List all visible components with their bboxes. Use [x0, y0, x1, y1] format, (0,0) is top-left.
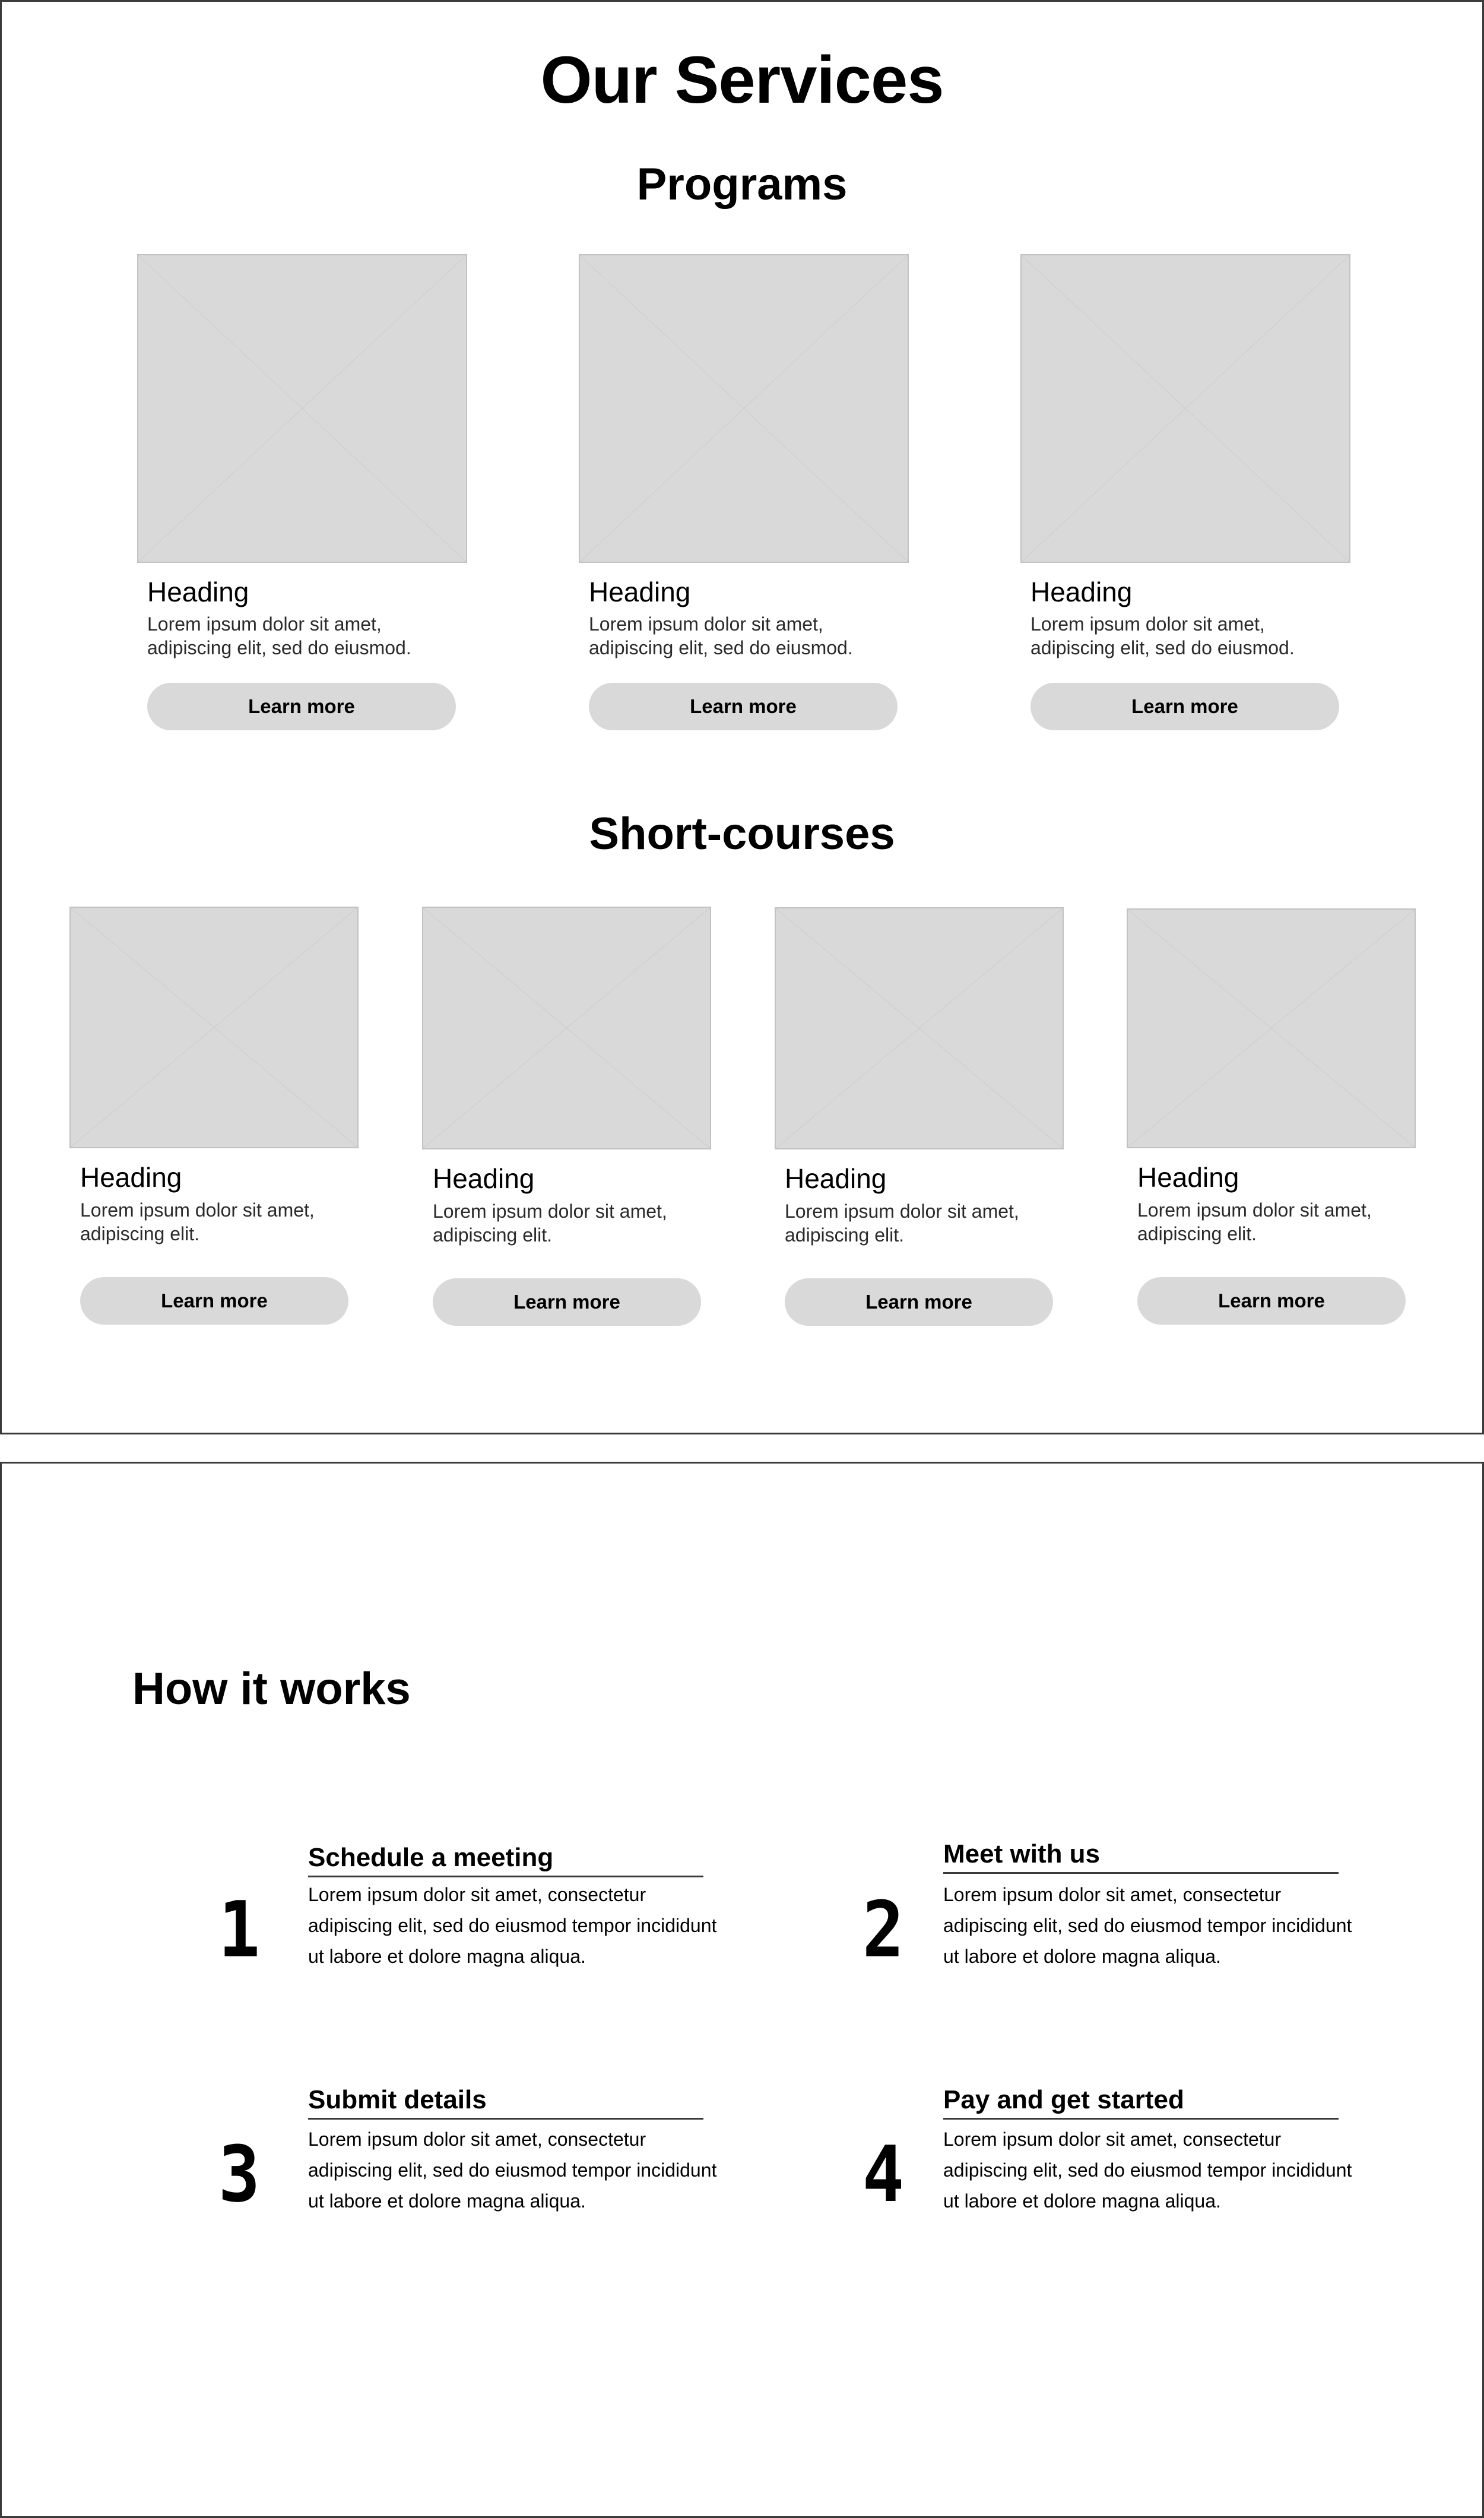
card-heading: Heading — [1137, 1162, 1239, 1193]
learn-more-button[interactable]: Learn more — [80, 1277, 348, 1325]
image-placeholder-icon — [1127, 908, 1416, 1148]
image-placeholder-icon — [422, 907, 711, 1149]
card-description: Lorem ipsum dolor sit amet, adipiscing elit, sed do eiusmod. — [147, 613, 411, 658]
step-title: Schedule a meeting — [308, 1841, 703, 1877]
learn-more-button[interactable]: Learn more — [1030, 683, 1339, 730]
step-description: Lorem ipsum dolor sit amet, consectetur adipiscing elit, sed do eiusmod tempor incididunt ut labore et dolore magna aliqua. — [308, 1884, 717, 1967]
card-heading: Heading — [433, 1163, 535, 1194]
step-number: 2 — [862, 1884, 905, 1975]
learn-more-button[interactable]: Learn more — [433, 1278, 701, 1326]
card-description: Lorem ipsum dolor sit amet, adipiscing elit. — [80, 1199, 315, 1244]
image-placeholder-icon — [775, 907, 1064, 1149]
how-it-works-title: How it works — [132, 1664, 411, 1714]
learn-more-button[interactable]: Learn more — [785, 1278, 1053, 1326]
card-heading: Heading — [80, 1162, 182, 1193]
step-description: Lorem ipsum dolor sit amet, consectetur adipiscing elit, sed do eiusmod tempor incididunt ut labore et dolore magna aliqua. — [308, 2129, 717, 2212]
image-placeholder-icon — [137, 254, 467, 563]
card-description: Lorem ipsum dolor sit amet, adipiscing elit, sed do eiusmod. — [589, 613, 853, 658]
learn-more-button[interactable]: Learn more — [589, 683, 898, 730]
how-it-works-section — [0, 1462, 1484, 2518]
image-placeholder-icon — [1020, 254, 1350, 563]
learn-more-button[interactable]: Learn more — [147, 683, 456, 730]
card-description: Lorem ipsum dolor sit amet, adipiscing elit. — [1137, 1199, 1372, 1244]
step-title: Meet with us — [943, 1838, 1339, 1874]
learn-more-button[interactable]: Learn more — [1137, 1277, 1406, 1325]
step-number: 1 — [218, 1884, 261, 1975]
step-title: Pay and get started — [943, 2083, 1339, 2120]
step-number: 3 — [218, 2129, 261, 2219]
card-heading: Heading — [147, 577, 249, 607]
card-description: Lorem ipsum dolor sit amet, adipiscing elit. — [785, 1201, 1019, 1246]
step-title: Submit details — [308, 2083, 703, 2120]
step-description: Lorem ipsum dolor sit amet, consectetur adipiscing elit, sed do eiusmod tempor incididunt ut labore et dolore magna aliqua. — [943, 2129, 1352, 2212]
image-placeholder-icon — [69, 907, 359, 1148]
card-heading: Heading — [589, 577, 691, 607]
card-heading: Heading — [1030, 577, 1133, 607]
page-title: Our Services — [540, 43, 944, 117]
card-description: Lorem ipsum dolor sit amet, adipiscing elit, sed do eiusmod. — [1030, 613, 1295, 658]
card-description: Lorem ipsum dolor sit amet, adipiscing elit. — [433, 1201, 667, 1246]
card-heading: Heading — [785, 1163, 887, 1194]
short-courses-title: Short-courses — [589, 809, 895, 859]
step-number: 4 — [862, 2129, 905, 2219]
step-description: Lorem ipsum dolor sit amet, consectetur adipiscing elit, sed do eiusmod tempor incididunt ut labore et dolore magna aliqua. — [943, 1884, 1352, 1967]
image-placeholder-icon — [579, 254, 909, 563]
programs-title: Programs — [636, 159, 848, 210]
